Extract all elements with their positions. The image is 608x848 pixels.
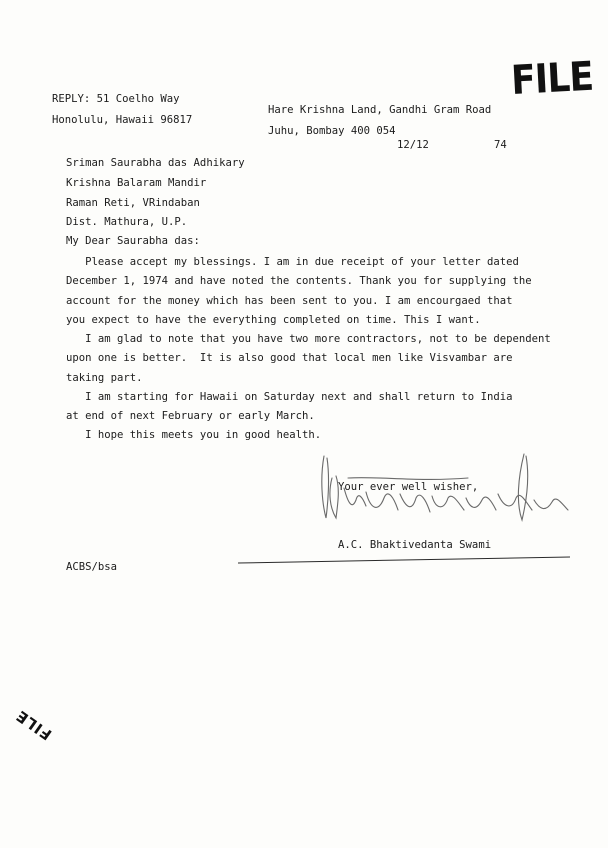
body-line: upon one is better. It is also good that local men like Visvambar are: [66, 352, 513, 364]
file-stamp-bottom: FILE: [12, 706, 56, 744]
date-day-month: 12/12: [397, 139, 429, 151]
recipient-line: Krishna Balaram Mandir: [66, 177, 207, 189]
body-line: I hope this meets you in good health.: [66, 429, 322, 441]
body-line: December 1, 1974 and have noted the contents. Thank you for supplying the: [66, 275, 532, 287]
body-line: account for the money which has been sent to you. I am encourgaed that: [66, 295, 513, 307]
initials: ACBS/bsa: [66, 561, 118, 573]
recipient-line: Raman Reti, VRindaban: [66, 197, 200, 209]
body-line: I am glad to note that you have two more contractors, not to be dependent: [66, 333, 551, 345]
date-year: 74: [494, 139, 507, 151]
body-line: taking part.: [66, 372, 143, 384]
reply-address-line-2: Honolulu, Hawaii 96817: [52, 114, 193, 126]
salutation: My Dear Saurabha das:: [66, 235, 200, 247]
reply-address-line-1: REPLY: 51 Coelho Way: [52, 93, 180, 105]
recipient-line: Dist. Mathura, U.P.: [66, 216, 188, 228]
sender-address-line-2: Juhu, Bombay 400 054: [268, 125, 396, 137]
recipient-line: Sriman Saurabha das Adhikary: [66, 157, 245, 169]
sender-address-line-1: Hare Krishna Land, Gandhi Gram Road: [268, 104, 492, 116]
file-stamp-top: FILE: [510, 53, 595, 104]
closing: Your ever well wisher,: [338, 481, 479, 493]
signature-rule: [238, 556, 570, 566]
body-line: I am starting for Hawaii on Saturday next and shall return to India: [66, 391, 513, 403]
signature-name: A.C. Bhaktivedanta Swami: [338, 539, 492, 551]
body-line: at end of next February or early March.: [66, 410, 315, 422]
body-line: Please accept my blessings. I am in due receipt of your letter dated: [66, 256, 519, 268]
body-line: you expect to have the everything completed on time. This I want.: [66, 314, 481, 326]
